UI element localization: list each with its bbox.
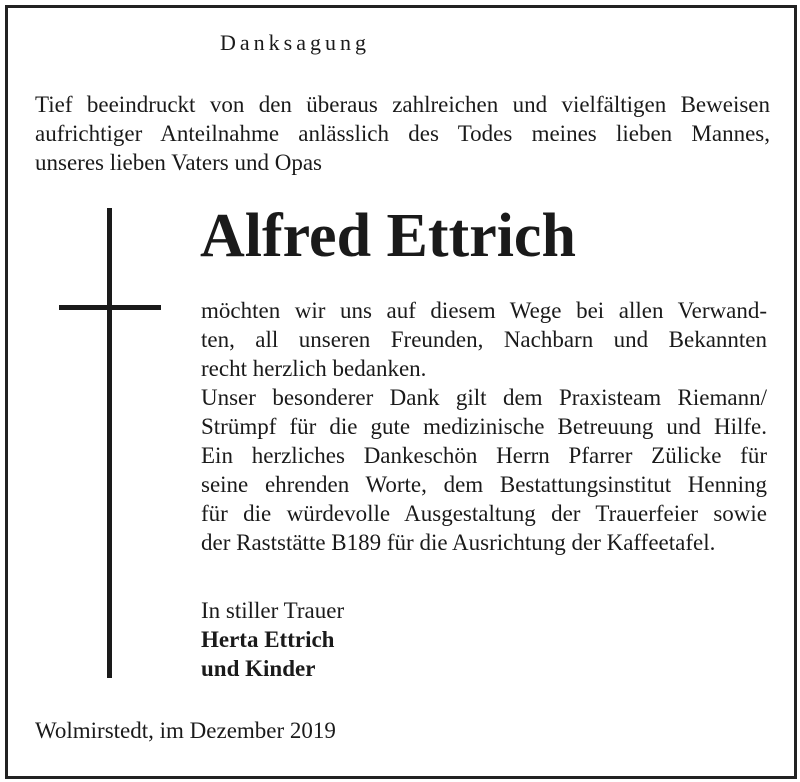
intro-line: aufrichtiger Anteilnahme anlässlich des Todes meines lieben Mannes, bbox=[35, 121, 770, 146]
place-date: Wolmirstedt, im Dezember 2019 bbox=[35, 718, 336, 743]
thanks-line: Strümpf für die gute medizinische Betreuung und Hilfe. bbox=[201, 414, 767, 439]
cross-icon bbox=[107, 208, 112, 678]
thanks-line: der Raststätte B189 für die Ausrichtung der Kaffeetafel. bbox=[201, 530, 716, 555]
thanks-line: Ein herzliches Dankeschön Herrn Pfarrer Zülicke für bbox=[201, 443, 767, 468]
signature-family: und Kinder bbox=[201, 656, 316, 681]
intro-text bbox=[35, 90, 770, 177]
intro-line: Tief beeindruckt von den überaus zahlreichen und vielfältigen Beweisen bbox=[35, 92, 770, 117]
notice-heading: Danksagung bbox=[220, 30, 370, 55]
cross-icon-bar bbox=[59, 305, 161, 310]
thanks-line: seine ehrenden Worte, dem Bestattungsinstitut Henning bbox=[201, 472, 767, 497]
thanks-line: recht herzlich bedanken. bbox=[201, 356, 427, 381]
thanks-line: ten, all unseren Freunden, Nachbarn und Bekannten bbox=[201, 327, 767, 352]
signature-name: Herta Ettrich bbox=[201, 627, 335, 652]
thanks-line: möchten wir uns auf diesem Wege bei allen Verwand- bbox=[201, 298, 767, 323]
thanks-line: für die würdevolle Ausgestaltung der Trauerfeier sowie bbox=[201, 501, 767, 526]
signature-block bbox=[201, 596, 344, 683]
signature-line: In stiller Trauer bbox=[201, 598, 345, 623]
intro-line: unseres lieben Vaters und Opas bbox=[35, 150, 323, 175]
thanks-text bbox=[201, 296, 767, 557]
thanks-line: Unser besonderer Dank gilt dem Praxisteam Riemann/ bbox=[201, 385, 767, 410]
deceased-name: Alfred Ettrich bbox=[200, 202, 576, 270]
